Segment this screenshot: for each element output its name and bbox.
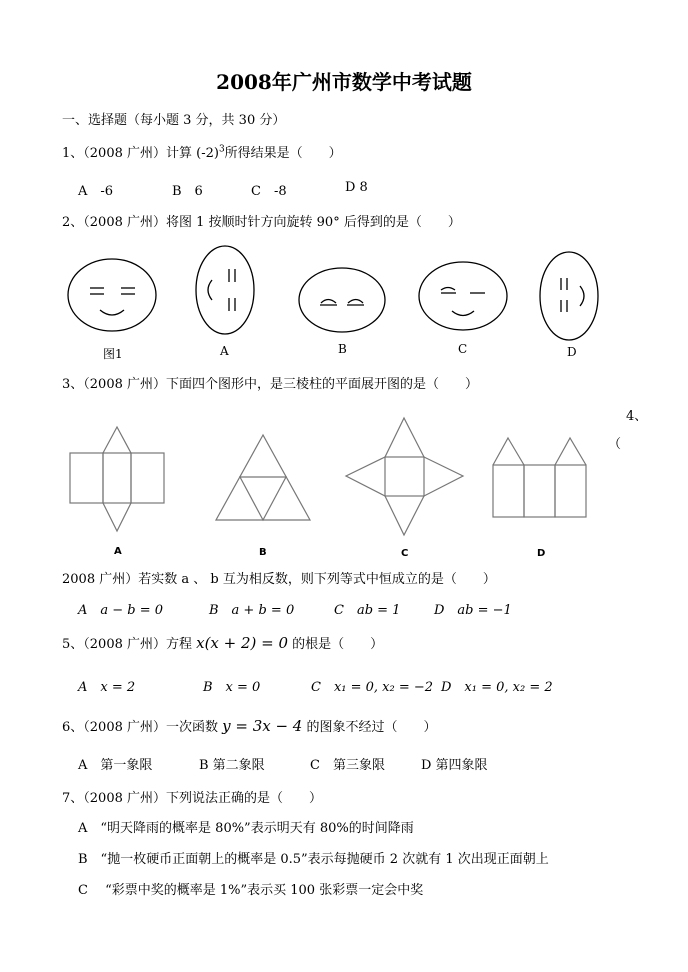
question-4-paren: （ [608, 437, 622, 452]
label-net-a: A [114, 546, 122, 557]
question-2: 2、（2008 广州）将图 1 按顺时针方向旋转 90° 后得到的是（ ） [62, 215, 461, 230]
question-6-before: 6、（2008 广州）一次函数 [62, 720, 223, 735]
question-4-number: 4、 [626, 409, 648, 424]
option-q5-c: C x₁ = 0, x₂ = −2 [311, 680, 434, 695]
option-q6-b: B 第二象限 [199, 758, 265, 773]
label-option-a: A [220, 344, 229, 358]
question-5-before: 5、（2008 广州）方程 [62, 637, 197, 652]
label-option-c: C [458, 342, 468, 356]
option-q1-b: B 6 [172, 184, 203, 199]
option-q7-b: B “抛一枚硬币正面朝上的概率是 0.5”表示每抛硬币 2 次就有 1 次出现正面朝上 [78, 852, 549, 867]
option-q6-d: D 第四象限 [421, 758, 488, 773]
option-q7-c: C “彩票中奖的概率是 1%”表示买 100 张彩票一定会中奖 [78, 883, 424, 898]
label-option-d: D [567, 345, 577, 359]
option-q4-b: B a + b = 0 [209, 603, 295, 618]
option-q1-a: A -6 [78, 184, 114, 199]
page-title: 2008年广州市数学中考试题 [216, 70, 472, 94]
question-6-equation: y = 3x − 4 [222, 717, 303, 735]
question-1-suffix: 所得结果是（ ） [224, 146, 342, 161]
option-q1-d: D 8 [345, 180, 368, 195]
option-q4-c: C ab = 1 [334, 603, 401, 618]
option-q5-b: B x = 0 [203, 680, 261, 695]
section-heading: 一、选择题（每小题 3 分，共 30 分） [62, 113, 286, 128]
option-q1-c: C -8 [251, 184, 287, 199]
question-4: 2008 广州）若实数 a 、 b 互为相反数，则下列等式中恒成立的是（ ） [62, 572, 496, 587]
question-5-after: 的根是（ ） [288, 637, 384, 652]
label-net-b: B [259, 547, 267, 558]
question-5 [62, 633, 383, 652]
net-option-a [70, 427, 164, 531]
question-6 [62, 716, 437, 735]
net-option-c [346, 418, 463, 535]
question-1-prefix: 1、（2008 广州）计算 (-2) [62, 146, 219, 161]
question-6-after: 的图象不经过（ ） [302, 720, 437, 735]
question-5-equation: x(x + 2) = 0 [196, 634, 289, 652]
net-option-d [493, 438, 586, 517]
net-option-b [216, 435, 310, 520]
option-q6-c: C 第三象限 [310, 758, 385, 773]
question-3: 3、（2008 广州）下面四个图形中，是三棱柱的平面展开图的是（ ） [62, 377, 478, 392]
label-figure-1: 图1 [103, 347, 123, 361]
option-q6-a: A 第一象限 [78, 758, 153, 773]
option-q5-d: D x₁ = 0, x₂ = 2 [441, 680, 553, 695]
label-net-c: C [401, 548, 409, 559]
option-q4-d: D ab = −1 [434, 603, 512, 618]
question-7: 7、（2008 广州）下列说法正确的是（ ） [62, 791, 322, 806]
label-net-d: D [537, 548, 546, 559]
option-q5-a: A x = 2 [78, 680, 136, 695]
option-q7-a: A “明天降雨的概率是 80%”表示明天有 80%的时间降雨 [78, 821, 414, 836]
label-option-b: B [338, 342, 347, 356]
option-q4-a: A a − b = 0 [78, 603, 164, 618]
question-1-exponent: 3 [218, 144, 225, 155]
